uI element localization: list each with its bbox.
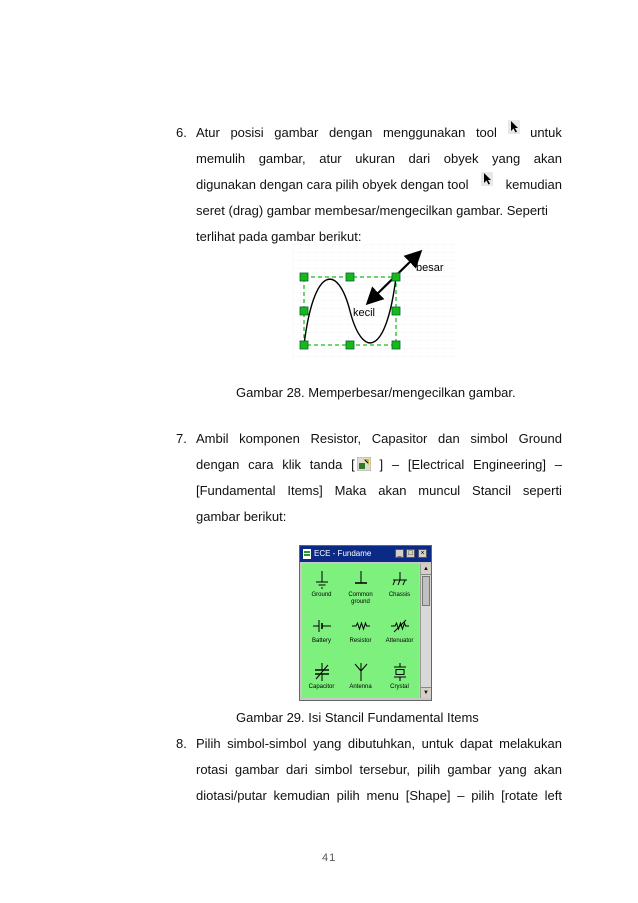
stencil-item-chassis[interactable]: Chassis: [380, 570, 419, 599]
stencil-window: [299, 545, 432, 701]
item6-line3: digunakan dengan cara pilih obyek dengan tool kemudian: [196, 172, 562, 198]
item6-line2: memulih gambar, atur ukuran dari obyek yang akan: [196, 151, 562, 166]
chassis-icon: [390, 570, 410, 590]
scroll-thumb[interactable]: [422, 576, 430, 606]
item-number: 6.: [176, 125, 187, 140]
item-number: 7.: [176, 431, 187, 446]
item6-line1: Atur posisi gambar dengan menggunakan tool untuk: [196, 120, 562, 146]
crystal-icon: [390, 662, 410, 682]
item8-line3: diotasi/putar kemudian pilih menu [Shape] – pilih [rotate left: [196, 788, 562, 803]
figure-29-caption: Gambar 29. Isi Stancil Fundamental Items: [236, 710, 479, 725]
item8-line2: rotasi gambar dari simbol tersebur, pilih gambar yang akan: [196, 762, 562, 777]
capacitor-icon: [312, 662, 332, 682]
stencil-scrollbar[interactable]: [420, 564, 431, 698]
item-number: 8.: [176, 736, 187, 751]
stencil-item-antenna[interactable]: Antenna: [341, 662, 380, 691]
scroll-up-button[interactable]: ▲: [421, 564, 431, 575]
stencil-item-resistor[interactable]: Resistor: [341, 616, 380, 645]
label-kecil: kecil: [353, 307, 376, 319]
figure-28-resize-illustration: [292, 244, 458, 362]
figure-28-caption: Gambar 28. Memperbesar/mengecilkan gambar.: [236, 385, 516, 400]
list-item-7: [176, 426, 562, 530]
page-number: 41: [322, 852, 337, 864]
attenuator-icon: [390, 616, 410, 636]
close-button[interactable]: ×: [418, 549, 427, 558]
stencil-item-capacitor[interactable]: Capacitor: [302, 662, 341, 691]
stencil-shapes-panel: [302, 564, 419, 698]
item7-line4: gambar berikut:: [196, 509, 287, 524]
maximize-button[interactable]: □: [406, 549, 415, 558]
stencil-item-common-ground[interactable]: Common ground: [341, 570, 380, 606]
antenna-icon: [351, 662, 371, 682]
stencil-title: ECE - Fundame: [314, 549, 372, 558]
stencil-app-icon: [302, 549, 312, 559]
stencil-item-attenuator[interactable]: Attenuator: [380, 616, 419, 645]
battery-icon: [312, 616, 332, 636]
shapes-menu-icon: [357, 457, 371, 471]
item7-line2: dengan cara klik tanda [ ] – [Electrical Engineering] –: [196, 457, 562, 472]
item6-line5: terlihat pada gambar berikut:: [196, 229, 362, 244]
scroll-down-button[interactable]: ▼: [421, 687, 431, 698]
pointer-tool-icon: [481, 172, 493, 186]
common-ground-icon: [351, 570, 371, 590]
minimize-button[interactable]: _: [395, 549, 404, 558]
item8-line1: Pilih simbol-simbol yang dibutuhkan, untuk dapat melakukan: [196, 736, 562, 751]
label-besar: besar: [416, 262, 444, 274]
ground-icon: [312, 570, 332, 590]
item7-line1: Ambil komponen Resistor, Capasitor dan simbol Ground: [196, 431, 562, 446]
stencil-item-battery[interactable]: Battery: [302, 616, 341, 645]
list-item-8: [176, 731, 562, 809]
stencil-title-bar[interactable]: [300, 546, 431, 562]
list-item-6: [176, 120, 562, 250]
pointer-tool-icon: [508, 120, 520, 134]
item6-line4: seret (drag) gambar membesar/mengecilkan gambar. Seperti: [196, 203, 548, 218]
stencil-item-ground[interactable]: Ground: [302, 570, 341, 599]
stencil-item-crystal[interactable]: Crystal: [380, 662, 419, 691]
item7-line3: [Fundamental Items] Maka akan muncul Stancil seperti: [196, 483, 562, 498]
resistor-icon: [351, 616, 371, 636]
